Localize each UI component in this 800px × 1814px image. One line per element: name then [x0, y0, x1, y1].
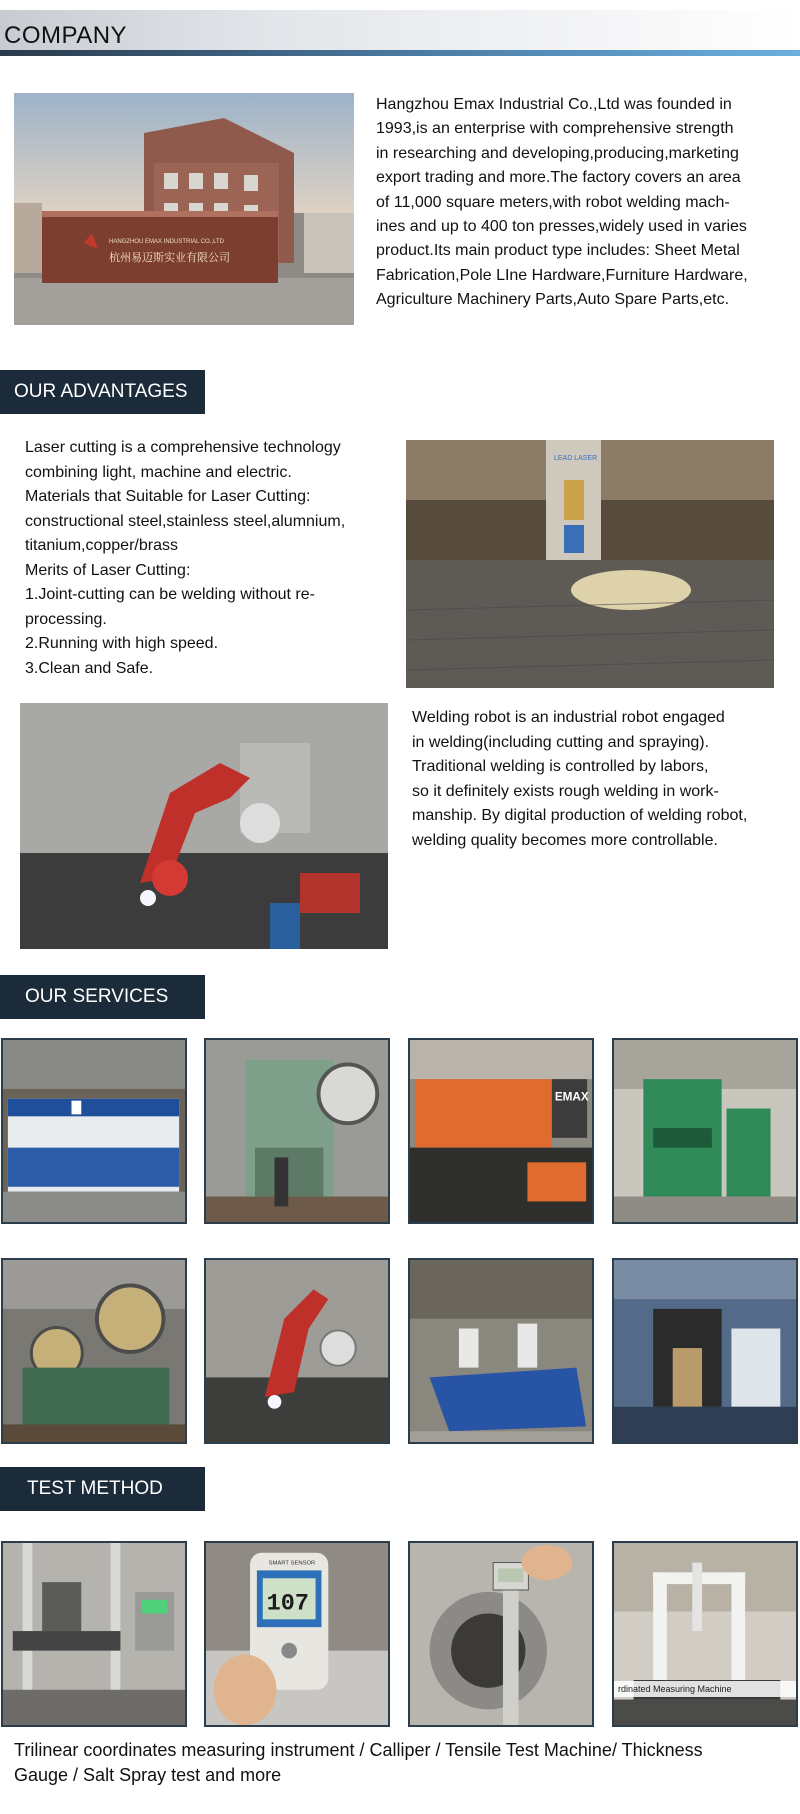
service-tile-welding-robot: [204, 1258, 390, 1444]
photo-sign-en: HANGZHOU EMAX INDUSTRIAL CO.,LTD: [109, 239, 225, 245]
meter-reading: 107: [266, 1590, 309, 1618]
laser-cutting-photo: [406, 440, 774, 688]
test-tile-thickness-gauge: [204, 1541, 390, 1727]
test-method-footer: Trilinear coordinates measuring instrument / Calliper / Tensile Test Machine/ Thickness Gauge / Salt Spray test and more: [14, 1740, 703, 1785]
photo-sign-cn: 杭州易迈斯实业有限公司: [109, 252, 230, 264]
services-title: OUR SERVICES: [25, 986, 169, 1007]
meter-brand: SMART SENSOR: [268, 1560, 316, 1567]
cmm-caption: rdinated Measuring Machine: [614, 1681, 798, 1697]
service-tile-hydraulic-press: [612, 1038, 798, 1224]
service-tile-emax-machine: [408, 1038, 594, 1224]
test-method-header: [0, 1467, 205, 1511]
emax-sign: EMAX: [554, 1090, 589, 1104]
test-method-title: TEST METHOD: [27, 1478, 163, 1499]
test-tile-calliper: [408, 1541, 594, 1727]
advantages-header: [0, 370, 205, 414]
service-tile-punch-press: [1, 1258, 187, 1444]
laser-sign: LEAD LASER: [554, 455, 598, 462]
welding-robot-text: Welding robot is an industrial robot engaged in welding(including cutting and spraying). Traditional welding is controlled by labors, so it definitely exists rough welding in work- manship. By digital production of welding robot, welding quality becomes more controllable.: [412, 709, 748, 849]
service-tile-automation-cell: [612, 1258, 798, 1444]
test-tile-cmm: [612, 1541, 798, 1727]
company-description: Hangzhou Emax Industrial Co.,Ltd was founded in 1993,is an enterprise with comprehensive strength in researching and developing,producing,marketing export trading and more.The factory covers an area of 11,000 square meters,with robot welding mach- ines and up to 400 ton presses,widely used in varies product.Its main product type includes: Sheet Metal Fabrication,Pole LIne Hardware,Furniture Hardware, Agriculture Machinery Parts,Auto Spare Parts,etc.: [376, 96, 748, 309]
test-tile-tensile-machine: [1, 1541, 187, 1727]
service-tile-robot-station: [408, 1258, 594, 1444]
services-header: [0, 975, 205, 1019]
company-title: COMPANY: [4, 22, 128, 49]
laser-cutting-text: Laser cutting is a comprehensive technology combining light, machine and electric. Materials that Suitable for Laser Cutting: constructional steel,stainless steel,alumnium, titanium,copper/brass Merits of Laser Cutting: 1.Joint-cutting can be welding without re- processing. 2.Running with high speed. 3.Clean and Safe.: [25, 439, 346, 677]
welding-robot-photo: [20, 703, 388, 949]
company-building-photo: [14, 93, 354, 325]
advantages-title: OUR ADVANTAGES: [14, 381, 188, 402]
service-tile-press-machine: [204, 1038, 390, 1224]
service-tile-laser-machine: [1, 1038, 187, 1224]
company-header-underline: [0, 50, 800, 56]
